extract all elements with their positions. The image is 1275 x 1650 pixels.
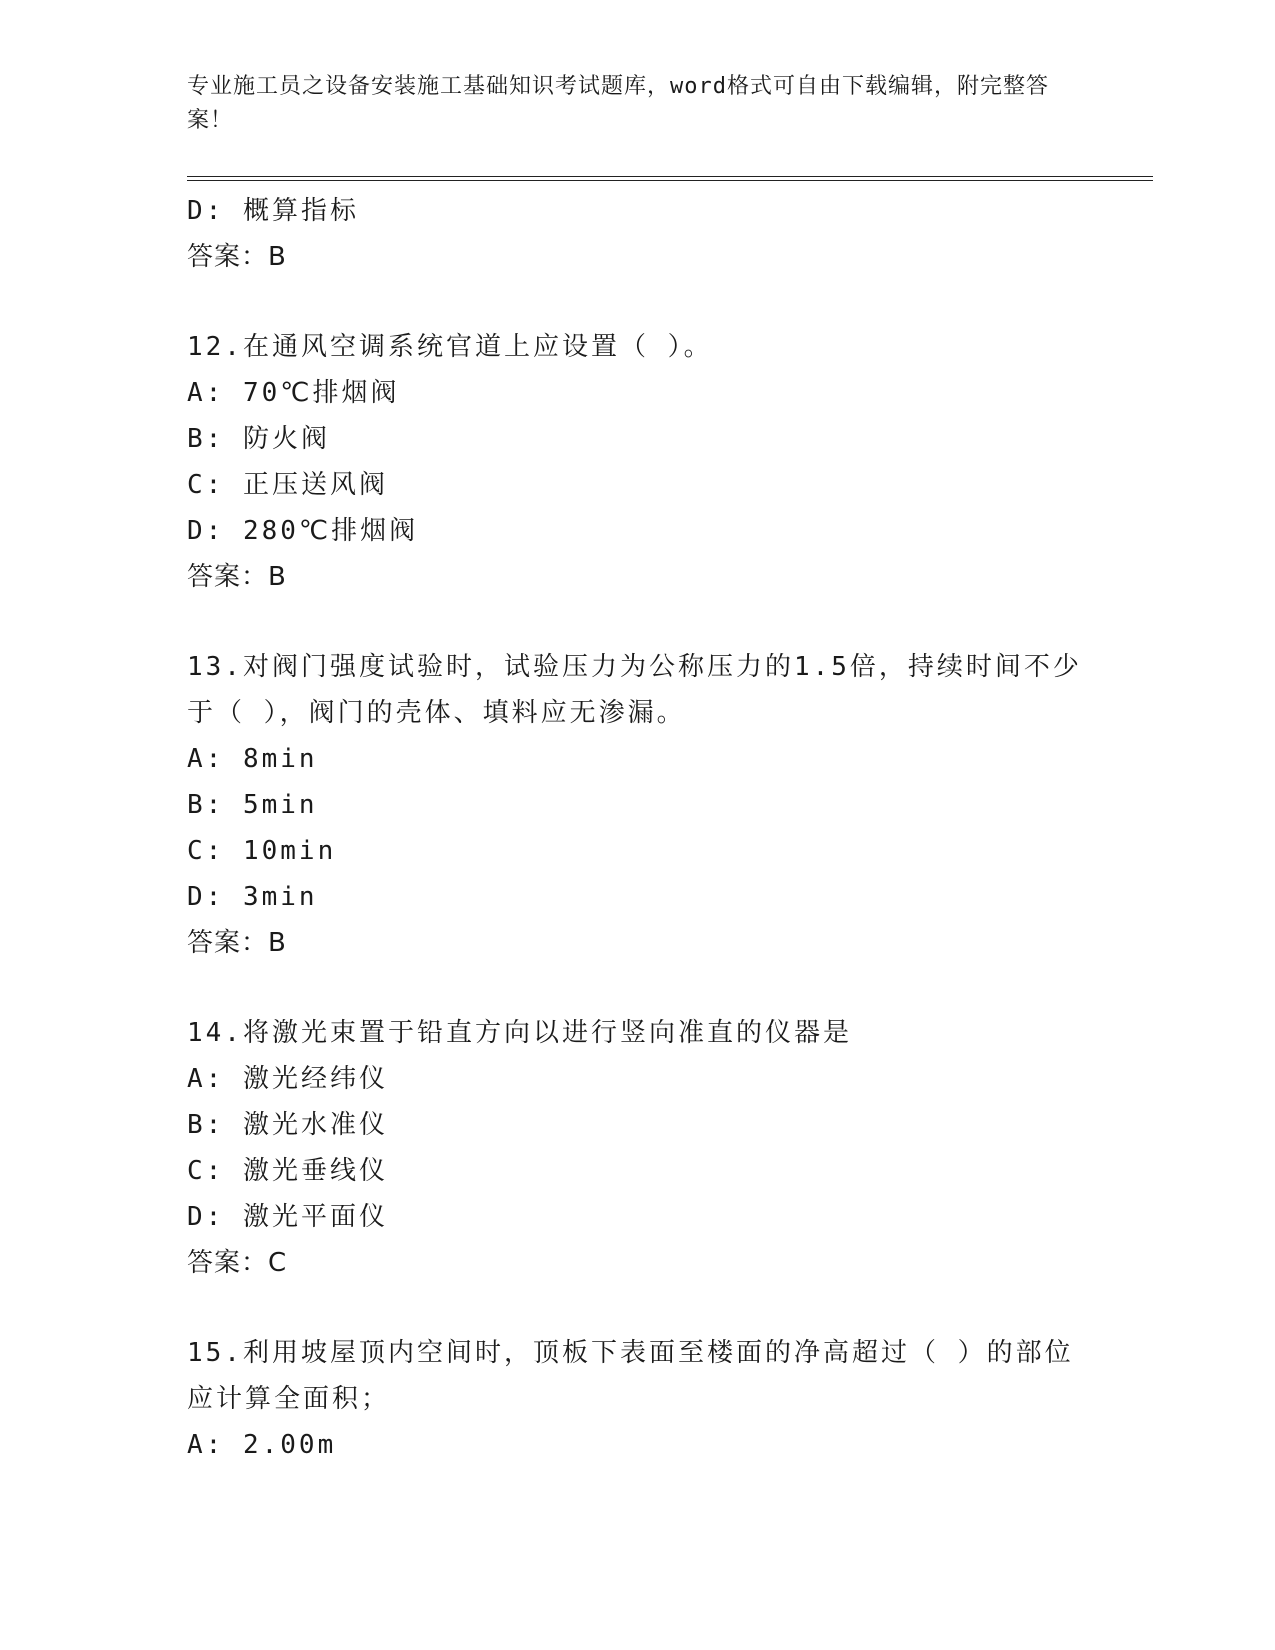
question-13 xyxy=(187,644,1087,966)
answer-line: 答案：C xyxy=(187,1248,288,1278)
question-stem-line-1: 15.利用坡屋顶内空间时，顶板下表面至楼面的净高超过（ ）的部位 xyxy=(187,1338,1074,1368)
option-d: D: 3min xyxy=(187,882,318,912)
header-divider xyxy=(187,176,1153,181)
option-a: A: 2.00m xyxy=(187,1430,337,1460)
document-header: 专业施工员之设备安装施工基础知识考试题库，word格式可自由下载编辑，附完整答案！ xyxy=(187,74,1049,133)
question-list xyxy=(187,188,1087,1468)
question-stem-line-2: 应计算全面积； xyxy=(187,1384,391,1414)
option-d: D: 280℃排烟阀 xyxy=(187,516,419,546)
question-12 xyxy=(187,324,1087,600)
option-a: A: 70℃排烟阀 xyxy=(187,378,400,408)
answer-line: 答案：B xyxy=(187,242,287,272)
option-a: A: 激光经纬仪 xyxy=(187,1064,388,1094)
question-stem: 14.将激光束置于铅直方向以进行竖向准直的仪器是 xyxy=(187,1018,852,1048)
question-stem-line-1: 13.对阀门强度试验时，试验压力为公称压力的1.5倍，持续时间不少 xyxy=(187,652,1082,682)
question-stem-line-2: 于（ ），阀门的壳体、填料应无渗漏。 xyxy=(187,698,686,728)
option-c: C: 10min xyxy=(187,836,337,866)
answer-line: 答案：B xyxy=(187,928,287,958)
option-c: C: 激光垂线仪 xyxy=(187,1156,388,1186)
option-d: D: 激光平面仪 xyxy=(187,1202,388,1232)
option-b: B: 5min xyxy=(187,790,318,820)
option-b: B: 防火阀 xyxy=(187,424,330,454)
question-15 xyxy=(187,1330,1087,1468)
option-a: A: 8min xyxy=(187,744,318,774)
option-b: B: 激光水准仪 xyxy=(187,1110,388,1140)
answer-line: 答案：B xyxy=(187,562,287,592)
question-stem: 12.在通风空调系统官道上应设置（ ）。 xyxy=(187,332,713,362)
option-c: C: 正压送风阀 xyxy=(187,470,388,500)
question-14 xyxy=(187,1010,1087,1286)
option-d: D: 概算指标 xyxy=(187,196,359,226)
